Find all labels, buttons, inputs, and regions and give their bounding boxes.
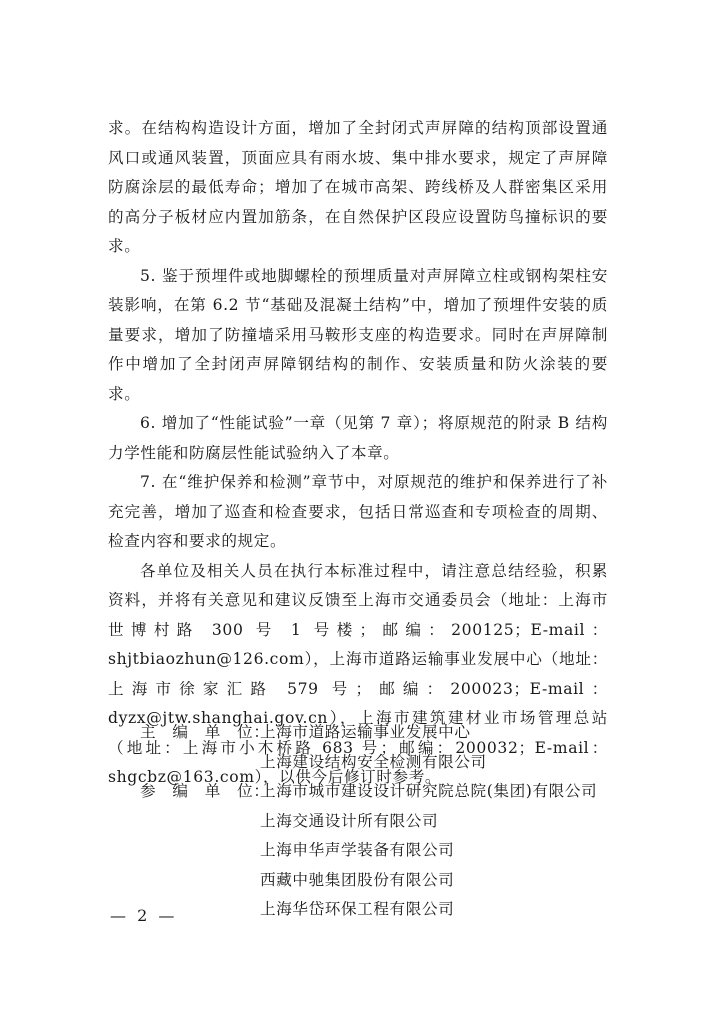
paragraph-item-7: 7. 在“维护保养和检测”章节中，对原规范的维护和保养进行了补充完善，增加了巡查和检查要求，包括日常巡查和专项检查的周期、检查内容和要求的规定。 bbox=[108, 473, 608, 550]
participating-editor-unit: 西藏中驰集团股份有限公司 bbox=[260, 870, 455, 889]
paragraph-continuation: 求。在结构构造设计方面，增加了全封闭式声屏障的结构顶部设置通风口或通风装置，顶面应具有雨水坡、集中排水要求，规定了声屏障防腐涂层的最低寿命；增加了在城市高架、跨线桥及人群密集区采用的高分子板材应内置加筋条，在自然保护区段应设置防鸟撞标识的要求。 bbox=[108, 119, 608, 255]
paragraph-feedback: 各单位及相关人员在执行本标准过程中，请注意总结经验，积累资料，并将有关意见和建议反馈至上海市交通委员会（地址：上海市世博村路 300 号 1 号楼；邮编：200125；E-mail：shjtbiaozhun@126.com），上海市道路运输事业发展中心（地址：上海市徐家汇路 579 号；邮编：200023；E-mail：dyzx@jtw.shanghai.gov.cn），上海市建筑建材业市场管理总站（地址：上海市小木桥路 683 号；邮编：200032；E-mail：shgcbz@163.com），以供今后修订时参考。 bbox=[108, 561, 608, 786]
chief-editor-unit: 上海建设结构安全检测有限公司 bbox=[260, 752, 487, 771]
paragraph-item-6: 6. 增加了“性能试验”一章（见第 7 章）；将原规范的附录 B 结构力学性能和防腐层性能试验纳入了本章。 bbox=[108, 414, 608, 462]
chief-editor-row bbox=[108, 748, 628, 778]
page-number: — 2 — bbox=[110, 906, 178, 925]
participating-editor-row bbox=[108, 836, 628, 866]
participating-editor-label: 参 编 单 位： bbox=[140, 782, 270, 800]
participating-editor-unit: 上海华岱环保工程有限公司 bbox=[260, 900, 455, 918]
paragraph-item-5: 5. 鉴于预埋件或地脚螺栓的预埋质量对声屏障立柱或钢构架柱安装影响，在第 6.2 节“基础及混凝土结构”中，增加了预埋件安装的质量要求，增加了防撞墙采用马鞍形支座的构造要求。同时在声屏障制作中增加了全封闭声屏障钢结构的制作、安装质量和防火涂装的要求。 bbox=[108, 266, 608, 403]
editor-units bbox=[108, 718, 628, 925]
chief-editor-row bbox=[108, 718, 628, 748]
chief-editor-label: 主 编 单 位： bbox=[140, 723, 270, 741]
participating-editor-row bbox=[108, 866, 628, 896]
participating-editor-row bbox=[108, 777, 628, 807]
participating-editor-row bbox=[108, 807, 628, 837]
participating-editor-unit: 上海交通设计所有限公司 bbox=[260, 811, 439, 830]
chief-editor-unit: 上海市道路运输事业发展中心 bbox=[260, 723, 471, 741]
participating-editor-unit: 上海申华声学装备有限公司 bbox=[260, 841, 455, 859]
participating-editor-row bbox=[108, 895, 628, 925]
participating-editor-unit: 上海市城市建设设计研究院总院(集团)有限公司 bbox=[260, 782, 598, 800]
body-text bbox=[108, 114, 608, 793]
